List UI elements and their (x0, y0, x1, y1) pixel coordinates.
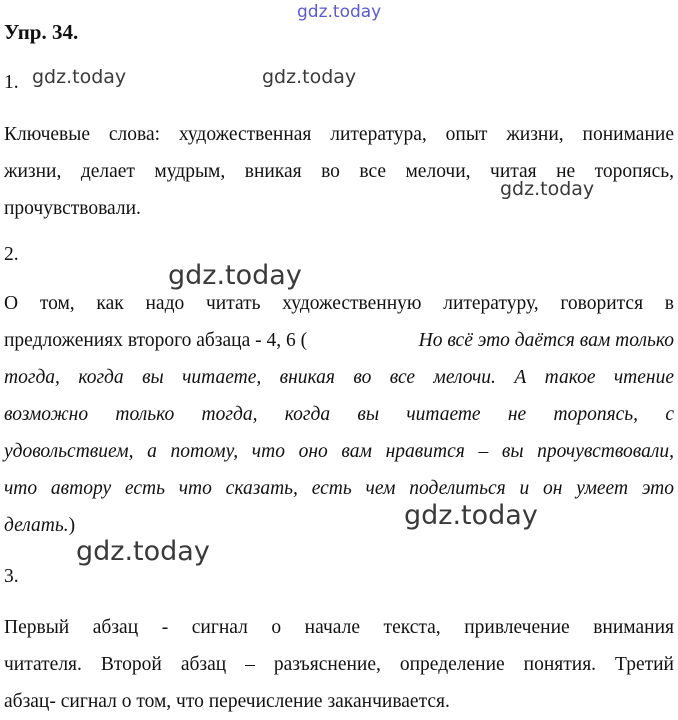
p2-line-2-quote: Но всё это даётся вам только (418, 330, 674, 351)
p3-line-2: читателя. Второй абзац – разъяснение, определение понятия. Третий (4, 654, 674, 675)
watermark-1: gdz.today (32, 66, 127, 88)
item-number-1: 1. (4, 72, 19, 93)
watermark-3: gdz.today (500, 178, 595, 200)
p3-line-1: Первый абзац - сигнал о начале текста, привлечение внимания (4, 617, 674, 638)
p1-line-1: Ключевые слова: художественная литература, опыт жизни, понимание (4, 124, 674, 145)
p2-line-2-normal: предложениях второго абзаца - 4, 6 ( (4, 330, 308, 351)
p2-line-3: тогда, когда вы читаете, вникая во все мелочи. А такое чтение (4, 367, 674, 388)
p2-line-5: удовольствием, а потому, что оно вам нравится – вы прочувствовали, (4, 441, 674, 462)
watermark-4: gdz.today (168, 260, 302, 291)
watermark-6: gdz.today (76, 536, 210, 567)
p2-line-7-quote: делать. (4, 515, 69, 536)
item-number-3: 3. (4, 566, 19, 587)
p2-line-2 (4, 322, 674, 359)
p1-line-2: жизни, делает мудрым, вникая во все мелочи, читая не торопясь, (4, 161, 674, 182)
p2-line-4: возможно только тогда, когда вы читаете не торопясь, с (4, 404, 674, 425)
p2-line-1: О том, как надо читать художественную литературу, говорится в (4, 293, 674, 314)
exercise-title: Упр. 34. (4, 20, 79, 44)
watermark-5: gdz.today (404, 500, 538, 531)
watermark-top: gdz.today (297, 2, 382, 22)
p1-line-3: прочувствовали. (4, 198, 141, 219)
item-number-2: 2. (4, 244, 19, 265)
p3-line-3: абзац- сигнал о том, что перечисление заканчивается. (4, 691, 450, 712)
watermark-2: gdz.today (262, 66, 357, 88)
p2-line-6: что автору есть что сказать, есть чем поделиться и он умеет это (4, 478, 674, 499)
p2-line-7-paren: ) (68, 515, 76, 536)
